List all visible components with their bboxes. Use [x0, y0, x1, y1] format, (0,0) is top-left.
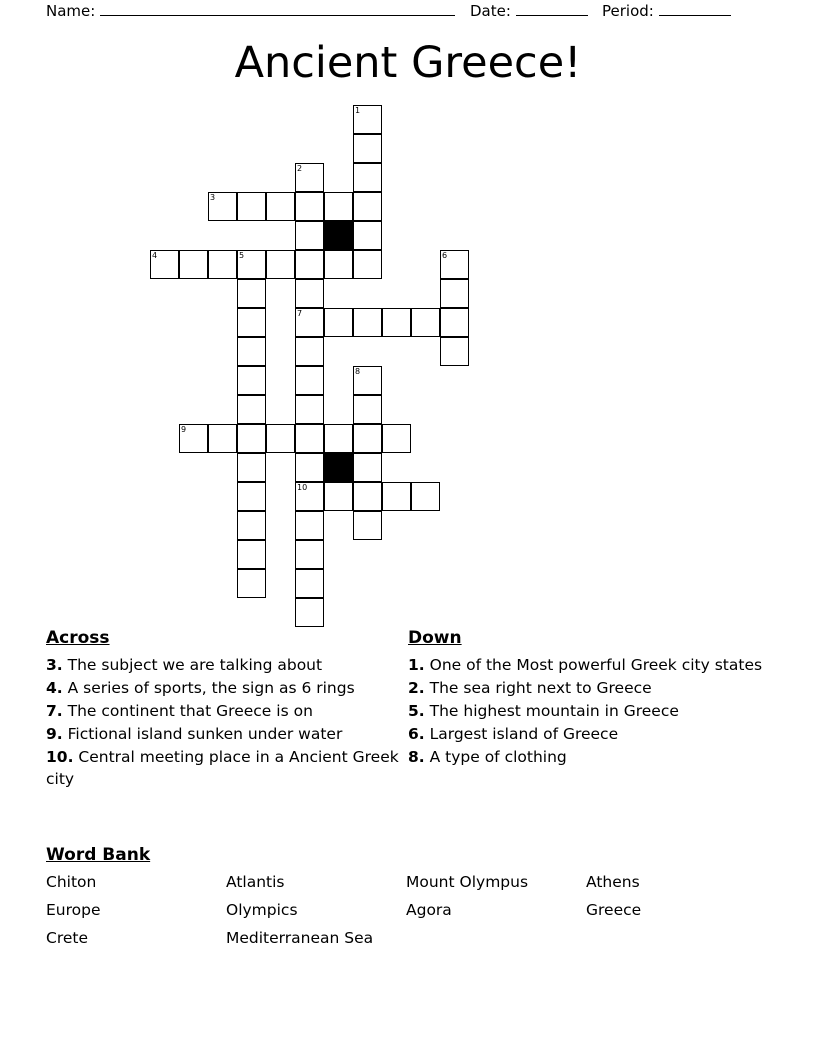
grid-cell[interactable] — [324, 192, 353, 221]
grid-cell[interactable] — [179, 424, 208, 453]
word-bank-word: Mediterranean Sea — [226, 929, 374, 947]
clue-text: Largest island of Greece — [424, 725, 619, 743]
grid-cell[interactable] — [440, 279, 469, 308]
word-bank-section — [46, 845, 776, 957]
clue-item — [408, 677, 768, 699]
clues-across-column — [46, 628, 406, 791]
clue-number: 5. — [408, 702, 425, 720]
grid-cell[interactable] — [237, 337, 266, 366]
page-title: Ancient Greece! — [234, 38, 582, 88]
period-label: Period: — [602, 2, 654, 20]
grid-cell[interactable] — [237, 308, 266, 337]
grid-cell[interactable] — [440, 250, 469, 279]
grid-cell[interactable] — [353, 453, 382, 482]
word-bank-word: Europe — [46, 901, 101, 919]
grid-cell[interactable] — [237, 250, 266, 279]
grid-cell[interactable] — [411, 308, 440, 337]
word-bank-word: Olympics — [226, 901, 298, 919]
word-bank-word: Athens — [586, 873, 640, 891]
grid-cell[interactable] — [266, 250, 295, 279]
grid-block — [324, 221, 353, 250]
clue-text: One of the Most powerful Greek city states — [424, 656, 763, 674]
clue-number: 4. — [46, 679, 63, 697]
grid-cell[interactable] — [353, 221, 382, 250]
word-bank-heading: Word Bank — [46, 845, 151, 865]
grid-cell-number: 8 — [355, 367, 361, 376]
grid-cell[interactable] — [208, 192, 237, 221]
clue-text: The continent that Greece is on — [62, 702, 313, 720]
grid-cell[interactable] — [295, 511, 324, 540]
grid-cell[interactable] — [324, 308, 353, 337]
clues-down-heading: Down — [408, 628, 462, 648]
grid-cell[interactable] — [295, 424, 324, 453]
grid-cell[interactable] — [237, 569, 266, 598]
grid-cell[interactable] — [353, 192, 382, 221]
grid-cell[interactable] — [237, 279, 266, 308]
grid-cell[interactable] — [353, 163, 382, 192]
clue-text: Fictional island sunken under water — [62, 725, 343, 743]
grid-cell-number: 1 — [355, 106, 361, 115]
grid-cell[interactable] — [382, 482, 411, 511]
grid-cell[interactable] — [237, 192, 266, 221]
clue-item — [408, 654, 768, 676]
word-bank-row — [46, 873, 776, 901]
clues-down-column — [408, 628, 768, 769]
word-bank-word: Agora — [406, 901, 452, 919]
grid-cell[interactable] — [295, 337, 324, 366]
grid-cell[interactable] — [440, 308, 469, 337]
grid-cell[interactable] — [353, 250, 382, 279]
worksheet-header — [0, 0, 816, 26]
word-bank-row — [46, 929, 776, 957]
grid-cell[interactable] — [179, 250, 208, 279]
clue-number: 6. — [408, 725, 425, 743]
grid-cell[interactable] — [150, 250, 179, 279]
grid-cell[interactable] — [382, 308, 411, 337]
date-field-group — [470, 2, 588, 20]
word-bank-word: Atlantis — [226, 873, 285, 891]
grid-cell[interactable] — [295, 540, 324, 569]
clue-text: A series of sports, the sign as 6 rings — [62, 679, 355, 697]
grid-cell[interactable] — [295, 366, 324, 395]
clue-text: A type of clothing — [424, 748, 567, 766]
grid-cell[interactable] — [208, 424, 237, 453]
word-bank-word: Greece — [586, 901, 642, 919]
name-field-group — [46, 2, 455, 20]
word-bank-row — [46, 901, 776, 929]
grid-cell-number: 2 — [297, 164, 303, 173]
clue-item — [408, 723, 768, 745]
grid-cell[interactable] — [353, 366, 382, 395]
word-bank-word: Mount Olympus — [406, 873, 529, 891]
clue-item — [408, 700, 768, 722]
grid-cell[interactable] — [237, 540, 266, 569]
grid-cell[interactable] — [237, 482, 266, 511]
grid-cell[interactable] — [353, 134, 382, 163]
period-input-rule[interactable] — [659, 3, 731, 16]
grid-cell-number: 7 — [297, 309, 303, 318]
period-field-group — [602, 2, 731, 20]
clue-number: 8. — [408, 748, 425, 766]
grid-cell[interactable] — [295, 221, 324, 250]
clues-across-heading: Across — [46, 628, 110, 648]
grid-cell[interactable] — [295, 279, 324, 308]
grid-cell[interactable] — [237, 511, 266, 540]
clue-text: The subject we are talking about — [62, 656, 323, 674]
grid-cell-number: 3 — [210, 193, 216, 202]
grid-cell[interactable] — [353, 511, 382, 540]
clue-text: The highest mountain in Greece — [424, 702, 679, 720]
clue-item — [46, 746, 406, 790]
grid-cell[interactable] — [411, 482, 440, 511]
clue-number: 9. — [46, 725, 63, 743]
clue-number: 1. — [408, 656, 425, 674]
grid-cell[interactable] — [353, 308, 382, 337]
clue-number: 10. — [46, 748, 74, 766]
grid-cell[interactable] — [353, 424, 382, 453]
clue-item — [46, 677, 406, 699]
clue-text: Central meeting place in a Ancient Greek city — [46, 748, 399, 788]
clue-item — [46, 700, 406, 722]
grid-cell-number: 9 — [181, 425, 187, 434]
grid-cell[interactable] — [266, 424, 295, 453]
clue-item — [46, 723, 406, 745]
grid-cell[interactable] — [295, 453, 324, 482]
grid-cell[interactable] — [295, 482, 324, 511]
grid-cell[interactable] — [237, 424, 266, 453]
grid-cell-number: 10 — [297, 483, 308, 492]
grid-cell-number: 5 — [239, 251, 245, 260]
word-bank-word: Crete — [46, 929, 89, 947]
grid-cell[interactable] — [324, 482, 353, 511]
clue-item — [408, 746, 768, 768]
grid-block — [324, 453, 353, 482]
grid-cell[interactable] — [295, 395, 324, 424]
clue-number: 2. — [408, 679, 425, 697]
grid-cell[interactable] — [324, 424, 353, 453]
date-input-rule[interactable] — [516, 3, 588, 16]
grid-cell[interactable] — [237, 395, 266, 424]
crossword-grid[interactable] — [0, 104, 816, 624]
grid-cell[interactable] — [295, 569, 324, 598]
grid-cell[interactable] — [295, 308, 324, 337]
grid-cell[interactable] — [208, 250, 237, 279]
grid-cell-number: 4 — [152, 251, 158, 260]
grid-cell[interactable] — [295, 163, 324, 192]
clue-number: 7. — [46, 702, 63, 720]
grid-cell[interactable] — [295, 192, 324, 221]
name-label: Name: — [46, 2, 96, 20]
word-bank-grid — [46, 873, 776, 957]
date-label: Date: — [470, 2, 511, 20]
clues-down-list — [408, 654, 768, 768]
grid-cell[interactable] — [353, 105, 382, 134]
grid-cell[interactable] — [353, 482, 382, 511]
grid-cell[interactable] — [295, 250, 324, 279]
clues-across-list — [46, 654, 406, 790]
word-bank-word: Chiton — [46, 873, 97, 891]
grid-cell[interactable] — [266, 192, 295, 221]
clue-text: The sea right next to Greece — [424, 679, 652, 697]
grid-cell[interactable] — [440, 337, 469, 366]
clue-number: 3. — [46, 656, 63, 674]
grid-cell[interactable] — [382, 424, 411, 453]
name-input-rule[interactable] — [100, 3, 455, 16]
grid-cell[interactable] — [295, 598, 324, 627]
grid-cell[interactable] — [237, 453, 266, 482]
clue-item — [46, 654, 406, 676]
grid-cell[interactable] — [324, 250, 353, 279]
grid-cell[interactable] — [353, 395, 382, 424]
grid-cell[interactable] — [237, 366, 266, 395]
grid-cell-number: 6 — [442, 251, 448, 260]
